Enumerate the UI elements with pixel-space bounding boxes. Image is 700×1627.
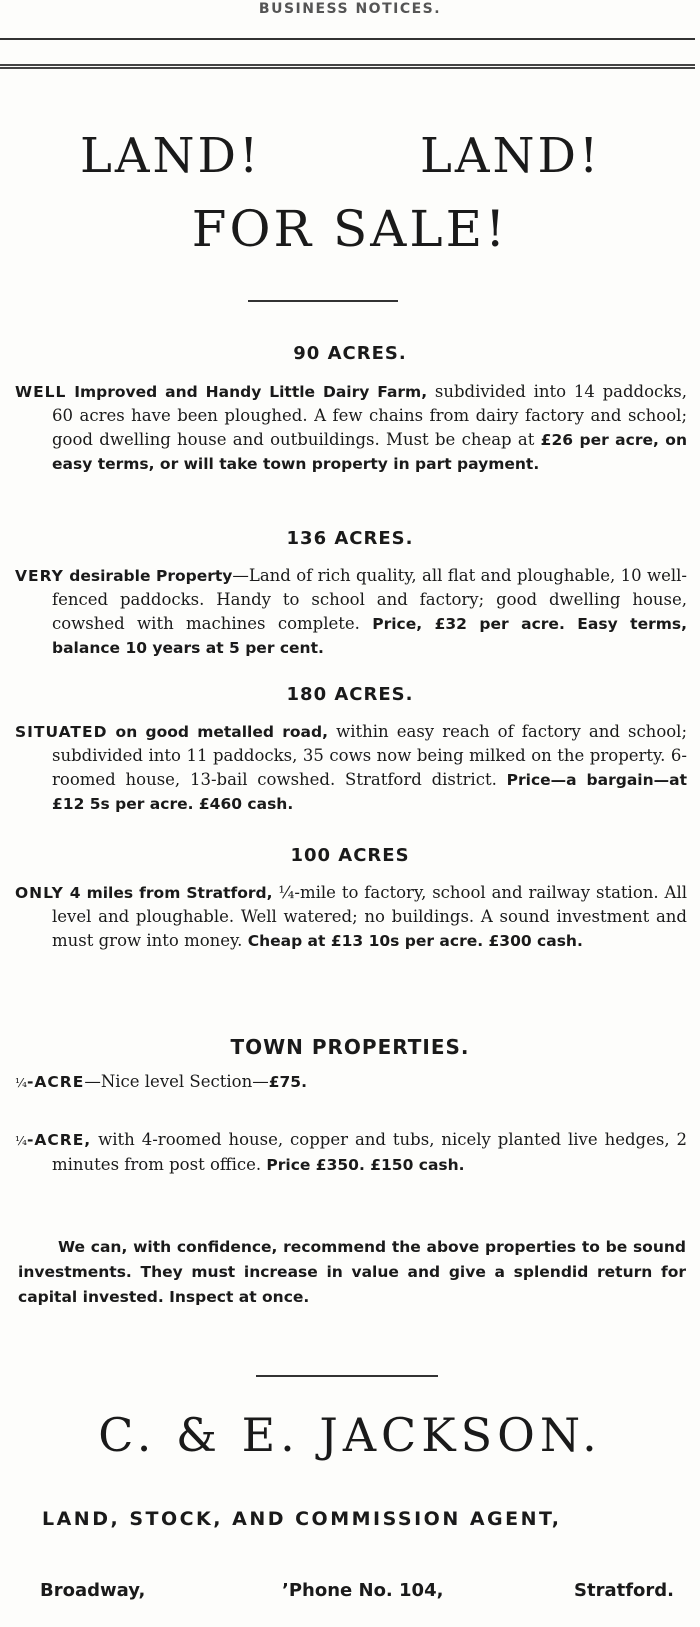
firm-name: C. & E. JACKSON. [98, 1408, 602, 1462]
listing-price: Price—a bargain—at £12 5s per acre. £460 cash. [52, 771, 688, 813]
listing-price: £26 per acre, on easy terms, or will take town property in part payment. [52, 431, 687, 473]
listing-intro: on good metalled road, [115, 723, 328, 741]
town-lead: -ACRE [26, 1073, 85, 1091]
listing-lead: ONLY [15, 884, 64, 902]
town-text: —Nice level Section— [84, 1072, 269, 1091]
firm-address: Broadway, [40, 1580, 146, 1601]
double-rule [0, 64, 695, 69]
town-item [15, 1128, 687, 1177]
town-lead: -ACRE, [26, 1131, 92, 1149]
listing-body [15, 881, 687, 953]
closing-statement: We can, with confidence, recommend the above properties to be sound investments. They must increase in value and give a splendid return for capital invested. Inspect at once. [18, 1238, 686, 1306]
listing-heading: 100 ACRES [290, 845, 410, 866]
listing-heading: 136 ACRES. [286, 528, 414, 549]
footer-divider [256, 1375, 438, 1377]
title-for-sale: FOR SALE! [191, 200, 509, 258]
title-divider [248, 300, 398, 302]
listing-lead: SITUATED [15, 723, 108, 741]
listing-body [15, 564, 687, 660]
title-land-right: LAND! [420, 128, 602, 184]
section-header: BUSINESS NOTICES. [258, 1, 442, 17]
listing-price: Cheap at £13 10s per acre. £300 cash. [247, 932, 583, 950]
town-fraction: ¼ [15, 1134, 27, 1148]
town-fraction: ¼ [15, 1076, 27, 1090]
title-land-left: LAND! [80, 128, 262, 184]
listing-heading: 90 ACRES. [293, 343, 407, 364]
listing-body [15, 720, 687, 816]
firm-role: LAND, STOCK, AND COMMISSION AGENT, [42, 1508, 562, 1530]
town-text: with 4-roomed house, copper and tubs, nicely planted live hedges, 2 minutes from post office. [52, 1130, 687, 1174]
listing-text: ¼-mile to factory, school and railway station. All level and ploughable. Well watered; no buildings. A sound investment and must grow into money. [52, 883, 687, 950]
town-item [15, 1070, 687, 1095]
top-rule [0, 38, 695, 40]
firm-town: Stratford. [574, 1580, 674, 1601]
town-heading: TOWN PROPERTIES. [230, 1035, 470, 1059]
listing-heading: 180 ACRES. [286, 684, 414, 705]
listing-text: —Land of rich quality, all flat and ploughable, 10 well-fenced paddocks. Handy to school and factory; good dwelling house, cowshed with machines complete. [52, 566, 687, 633]
listing-lead: WELL [15, 383, 67, 401]
town-price: £75. [268, 1073, 307, 1091]
town-price: Price £350. £150 cash. [266, 1156, 465, 1174]
listing-intro: 4 miles from Stratford, [69, 884, 273, 902]
listing-price: Price, £32 per acre. Easy terms, balance 10 years at 5 per cent. [52, 615, 687, 657]
listing-body [15, 380, 687, 476]
listing-lead: VERY [15, 567, 64, 585]
firm-phone: ’Phone No. 104, [282, 1580, 444, 1601]
listing-intro: Improved and Handy Little Dairy Farm, [74, 383, 428, 401]
listing-text: within easy reach of factory and school; subdivided into 11 paddocks, 35 cows now being milked on the property. 6-roomed house, 13-bail cowshed. Stratford district. [52, 722, 688, 789]
listing-text: subdivided into 14 paddocks, 60 acres have been ploughed. A few chains from dairy factory and school; good dwelling house and outbuildings. Must be cheap at [52, 382, 687, 449]
listing-intro: desirable Property [69, 567, 233, 585]
